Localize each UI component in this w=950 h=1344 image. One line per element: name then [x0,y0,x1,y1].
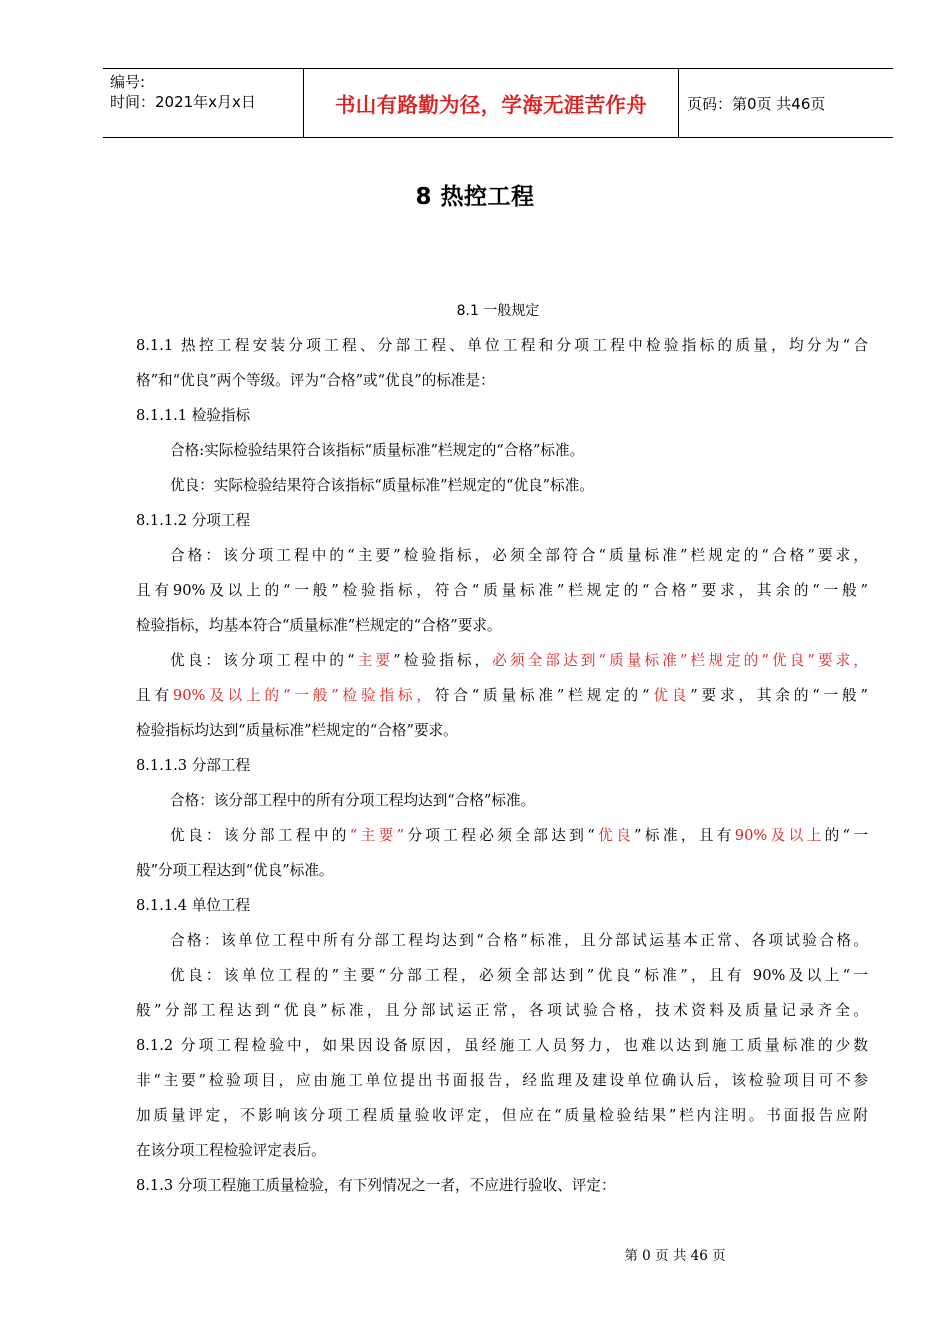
page-footer: 第 0 页 共 46 页 [624,1248,726,1264]
paragraph-line: 合格：该分部工程中的所有分项工程均达到“合格”标准。 [170,792,536,809]
header-slogan: 书山有路勤为径，学海无涯苦作舟 [304,69,679,137]
paragraph-line: 合格：该分项工程中的“主要”检验指标，必须全部符合“质量标准”栏规定的“合格”要求， [170,547,868,564]
subsection-heading: 8.1.1.4 单位工程 [136,897,251,914]
text-run: 且有 [136,687,173,704]
document-title: 8 热控工程 [415,184,535,210]
paragraph-line: 8.1.1 热控工程安装分项工程、分部工程、单位工程和分项工程中检验指标的质量，均分为“合 [136,337,868,354]
paragraph-line: 8.1.3 分项工程施工质量检验，有下列情况之一者，不应进行验收、评定： [136,1177,616,1194]
subsection-heading: 8.1.1.1 检验指标 [136,407,251,424]
paragraph-line: 在该分项工程检验评定表后。 [136,1142,326,1159]
paragraph-line: 般”分项工程达到“优良”标准。 [136,862,334,879]
highlight-text: “主要” [349,827,405,844]
paragraph-line: 合格：该单位工程中所有分部工程均达到“合格”标准，且分部试运基本正常、各项试验合格。 [170,932,868,949]
section-heading: 8.1 一般规定 [456,303,540,319]
paragraph-line [136,818,868,853]
document-body [136,328,868,1203]
text-run: 优良：该分部工程中的 [170,827,350,844]
text-run: 优良：该分项工程中的“ [170,652,355,669]
page-header [103,68,893,138]
paragraph-line: 优良：实际检验结果符合该指标“质量标准”栏规定的“优良”标准。 [170,477,594,494]
text-run: ”标准，且有 [634,827,735,844]
paragraph-line: 非“主要”检验项目，应由施工单位提出书面报告，经监理及建设单位确认后，该检验项目可不参 [136,1072,868,1089]
highlight-text: 主要 [354,652,394,669]
paragraph-line [136,678,868,713]
text-run: ”要求，其余的“一般” [690,687,868,704]
paragraph-line: 8.1.2 分项工程检验中，如果因设备原因，虽经施工人员努力，也难以达到施工质量标准的少数 [136,1037,868,1054]
highlight-text: 90%及以上 [734,827,825,844]
highlight-text: 必须全部达到“质量标准”栏规定的“优良”要求， [492,652,868,669]
text-run: 分项工程必须全部达到“ [404,827,595,844]
paragraph-line: 优良：该单位工程的”主要“分部工程，必须全部达到”优良“标准”，且有 90%及以上“一 [170,967,868,984]
highlight-text: 优良 [594,827,635,844]
time-label: 时间：2021年x月x日 [110,93,256,111]
highlight-text: 90%及以上的“一般”检验指标， [172,687,435,704]
paragraph-line: 合格:实际检验结果符合该指标“质量标准”栏规定的“合格”标准。 [170,442,585,459]
text-run: 符合“质量标准”栏规定的“ [434,687,650,704]
number-label: 编号: [110,73,146,91]
paragraph-line: 检验指标均达到“质量标准”栏规定的“合格”要求。 [136,722,458,739]
paragraph-line: 检验指标，均基本符合“质量标准”栏规定的“合格”要求。 [136,617,502,634]
paragraph-line: 且有90%及以上的“一般”检验指标，符合“质量标准”栏规定的“合格”要求，其余的“一般” [136,582,868,599]
header-page-code: 页码：第0页 共46页 [687,94,826,113]
paragraph-line: 格”和“优良”两个等级。评为“合格”或“优良”的标准是： [136,372,495,389]
subsection-heading: 8.1.1.2 分项工程 [136,512,251,529]
highlight-text: 优良 [649,687,691,704]
text-run: ”检验指标， [393,652,493,669]
text-run: 的“一 [824,827,868,844]
subsection-heading: 8.1.1.3 分部工程 [136,757,251,774]
paragraph-line [136,643,868,678]
header-meta [103,69,304,137]
paragraph-line: 般”分部工程达到“优良”标准，且分部试运正常，各项试验合格，技术资料及质量记录齐全。 [136,1002,868,1019]
paragraph-line: 加质量评定，不影响该分项工程质量验收评定，但应在“质量检验结果”栏内注明。书面报告应附 [136,1107,868,1124]
